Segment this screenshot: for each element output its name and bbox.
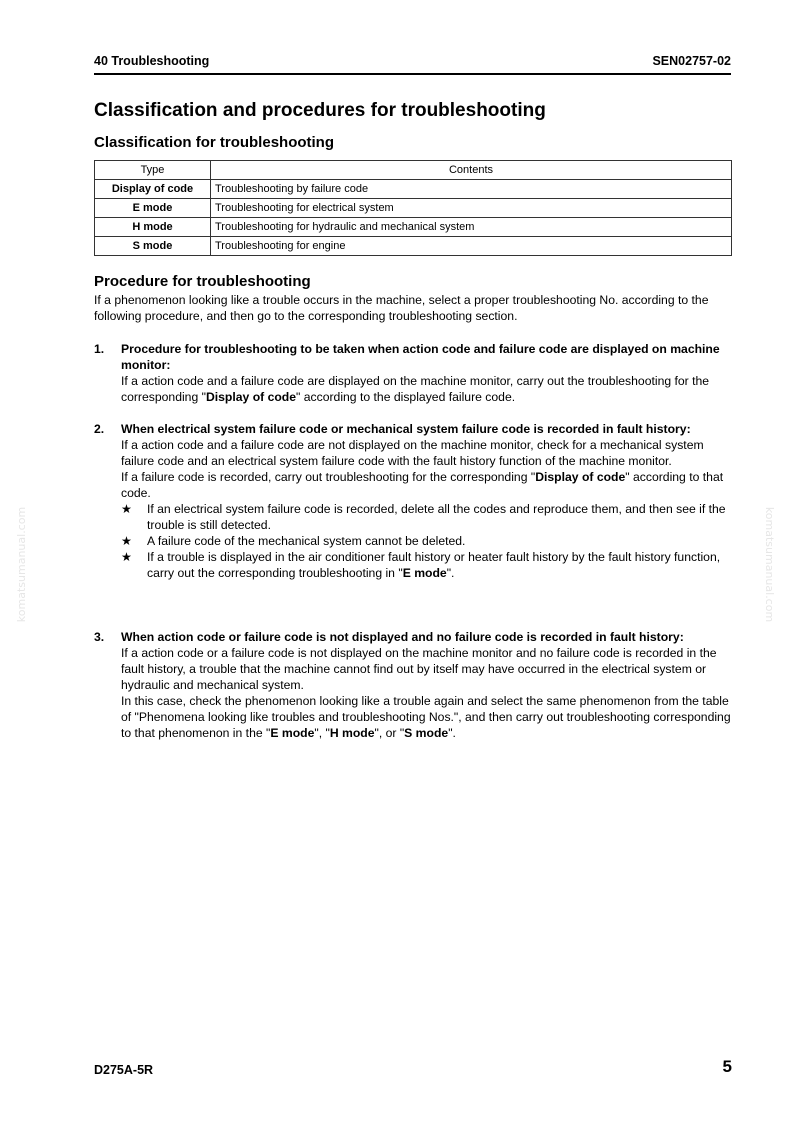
star-icon: ★ xyxy=(121,502,132,516)
star-icon: ★ xyxy=(121,550,132,564)
document-code: SEN02757-02 xyxy=(652,54,731,68)
step-number: 3. xyxy=(94,630,105,644)
type-cell: H mode xyxy=(95,218,211,237)
note-item: ★ If a trouble is displayed in the air conditioner fault history or heater fault history by the fault history function, carry out the corresponding troubleshooting in "E mode". xyxy=(121,550,721,580)
procedure-step-2 xyxy=(94,421,734,581)
emphasis-e-mode: E mode xyxy=(270,726,315,740)
step-heading: When action code or failure code is not displayed and no failure code is recorded in fault history: xyxy=(121,630,684,644)
classification-heading: Classification for troubleshooting xyxy=(94,134,335,151)
contents-cell: Troubleshooting by failure code xyxy=(211,180,732,199)
emphasis-display-of-code: Display of code xyxy=(205,390,297,404)
page-number: 5 xyxy=(722,1057,732,1076)
page-header xyxy=(94,53,731,75)
emphasis-display-of-code: Display of code xyxy=(535,470,626,484)
procedure-intro: If a phenomenon looking like a trouble occurs in the machine, select a proper troubleshooting No. according to the following procedure, and then go to the corresponding troubleshooting section. xyxy=(94,293,709,323)
column-header-contents: Contents xyxy=(211,161,732,180)
classification-table xyxy=(94,160,732,256)
page-title: Classification and procedures for troubleshooting xyxy=(94,100,546,121)
type-cell: Display of code xyxy=(95,180,211,199)
table-row xyxy=(95,237,732,256)
table-row xyxy=(95,218,732,237)
watermark-right: komatsumanual.com xyxy=(763,506,777,623)
contents-cell: Troubleshooting for hydraulic and mechanical system xyxy=(211,218,732,237)
step-paragraph: If a failure code is recorded, carry out troubleshooting for the corresponding "Display of code" according to that code. xyxy=(121,470,724,500)
step-number: 1. xyxy=(94,342,105,356)
step-paragraph: If a action code or a failure code is not displayed on the machine monitor and no failure code is recorded in the fault history, a trouble that the machine cannot find out by itself may have occurred in the electrical system or hydraulic and mechanical system. xyxy=(121,646,717,692)
step-paragraph: If a action code and a failure code are displayed on the machine monitor, carry out the troubleshooting for the corresponding "Display of code" according to the displayed failure code. xyxy=(121,374,710,404)
emphasis-s-mode: S mode xyxy=(404,726,449,740)
contents-cell: Troubleshooting for engine xyxy=(211,237,732,256)
procedure-step-1 xyxy=(94,341,734,405)
note-list xyxy=(121,501,734,581)
table-header-row xyxy=(95,161,732,180)
emphasis-e-mode: E mode xyxy=(402,566,447,580)
step-number: 2. xyxy=(94,422,105,436)
procedure-heading: Procedure for troubleshooting xyxy=(94,273,311,290)
step-heading: When electrical system failure code or mechanical system failure code is recorded in fault history: xyxy=(121,422,691,436)
watermark-left: komatsumanual.com xyxy=(15,506,29,623)
step-heading: Procedure for troubleshooting to be taken when action code and failure code are displayed on machine monitor: xyxy=(121,342,720,372)
step-paragraph: If a action code and a failure code are not displayed on the machine monitor, check for a mechanical system failure code and an electrical system failure code with the fault history function of the machine monitor. xyxy=(121,438,704,468)
table-row xyxy=(95,180,732,199)
table-row xyxy=(95,199,732,218)
step-paragraph: In this case, check the phenomenon looking like a trouble again and select the same phenomenon from the table of "Phenomena looking like troubles and troubleshooting Nos.", and then carry out troubleshooting corresponding to that phenomenon in the "E mode", "H mode", or "S mode". xyxy=(121,694,731,740)
emphasis-h-mode: H mode xyxy=(329,726,375,740)
note-item: ★ A failure code of the mechanical system cannot be deleted. xyxy=(121,534,466,548)
star-icon: ★ xyxy=(121,534,132,548)
type-cell: E mode xyxy=(95,199,211,218)
section-title: 40 Troubleshooting xyxy=(94,54,210,68)
column-header-type: Type xyxy=(95,161,211,180)
machine-model: D275A-5R xyxy=(94,1063,154,1077)
type-cell: S mode xyxy=(95,237,211,256)
procedure-step-3 xyxy=(94,629,734,741)
contents-cell: Troubleshooting for electrical system xyxy=(211,199,732,218)
note-item: ★ If an electrical system failure code is recorded, delete all the codes and reproduce them, and then see if the trouble is still detected. xyxy=(121,502,726,532)
